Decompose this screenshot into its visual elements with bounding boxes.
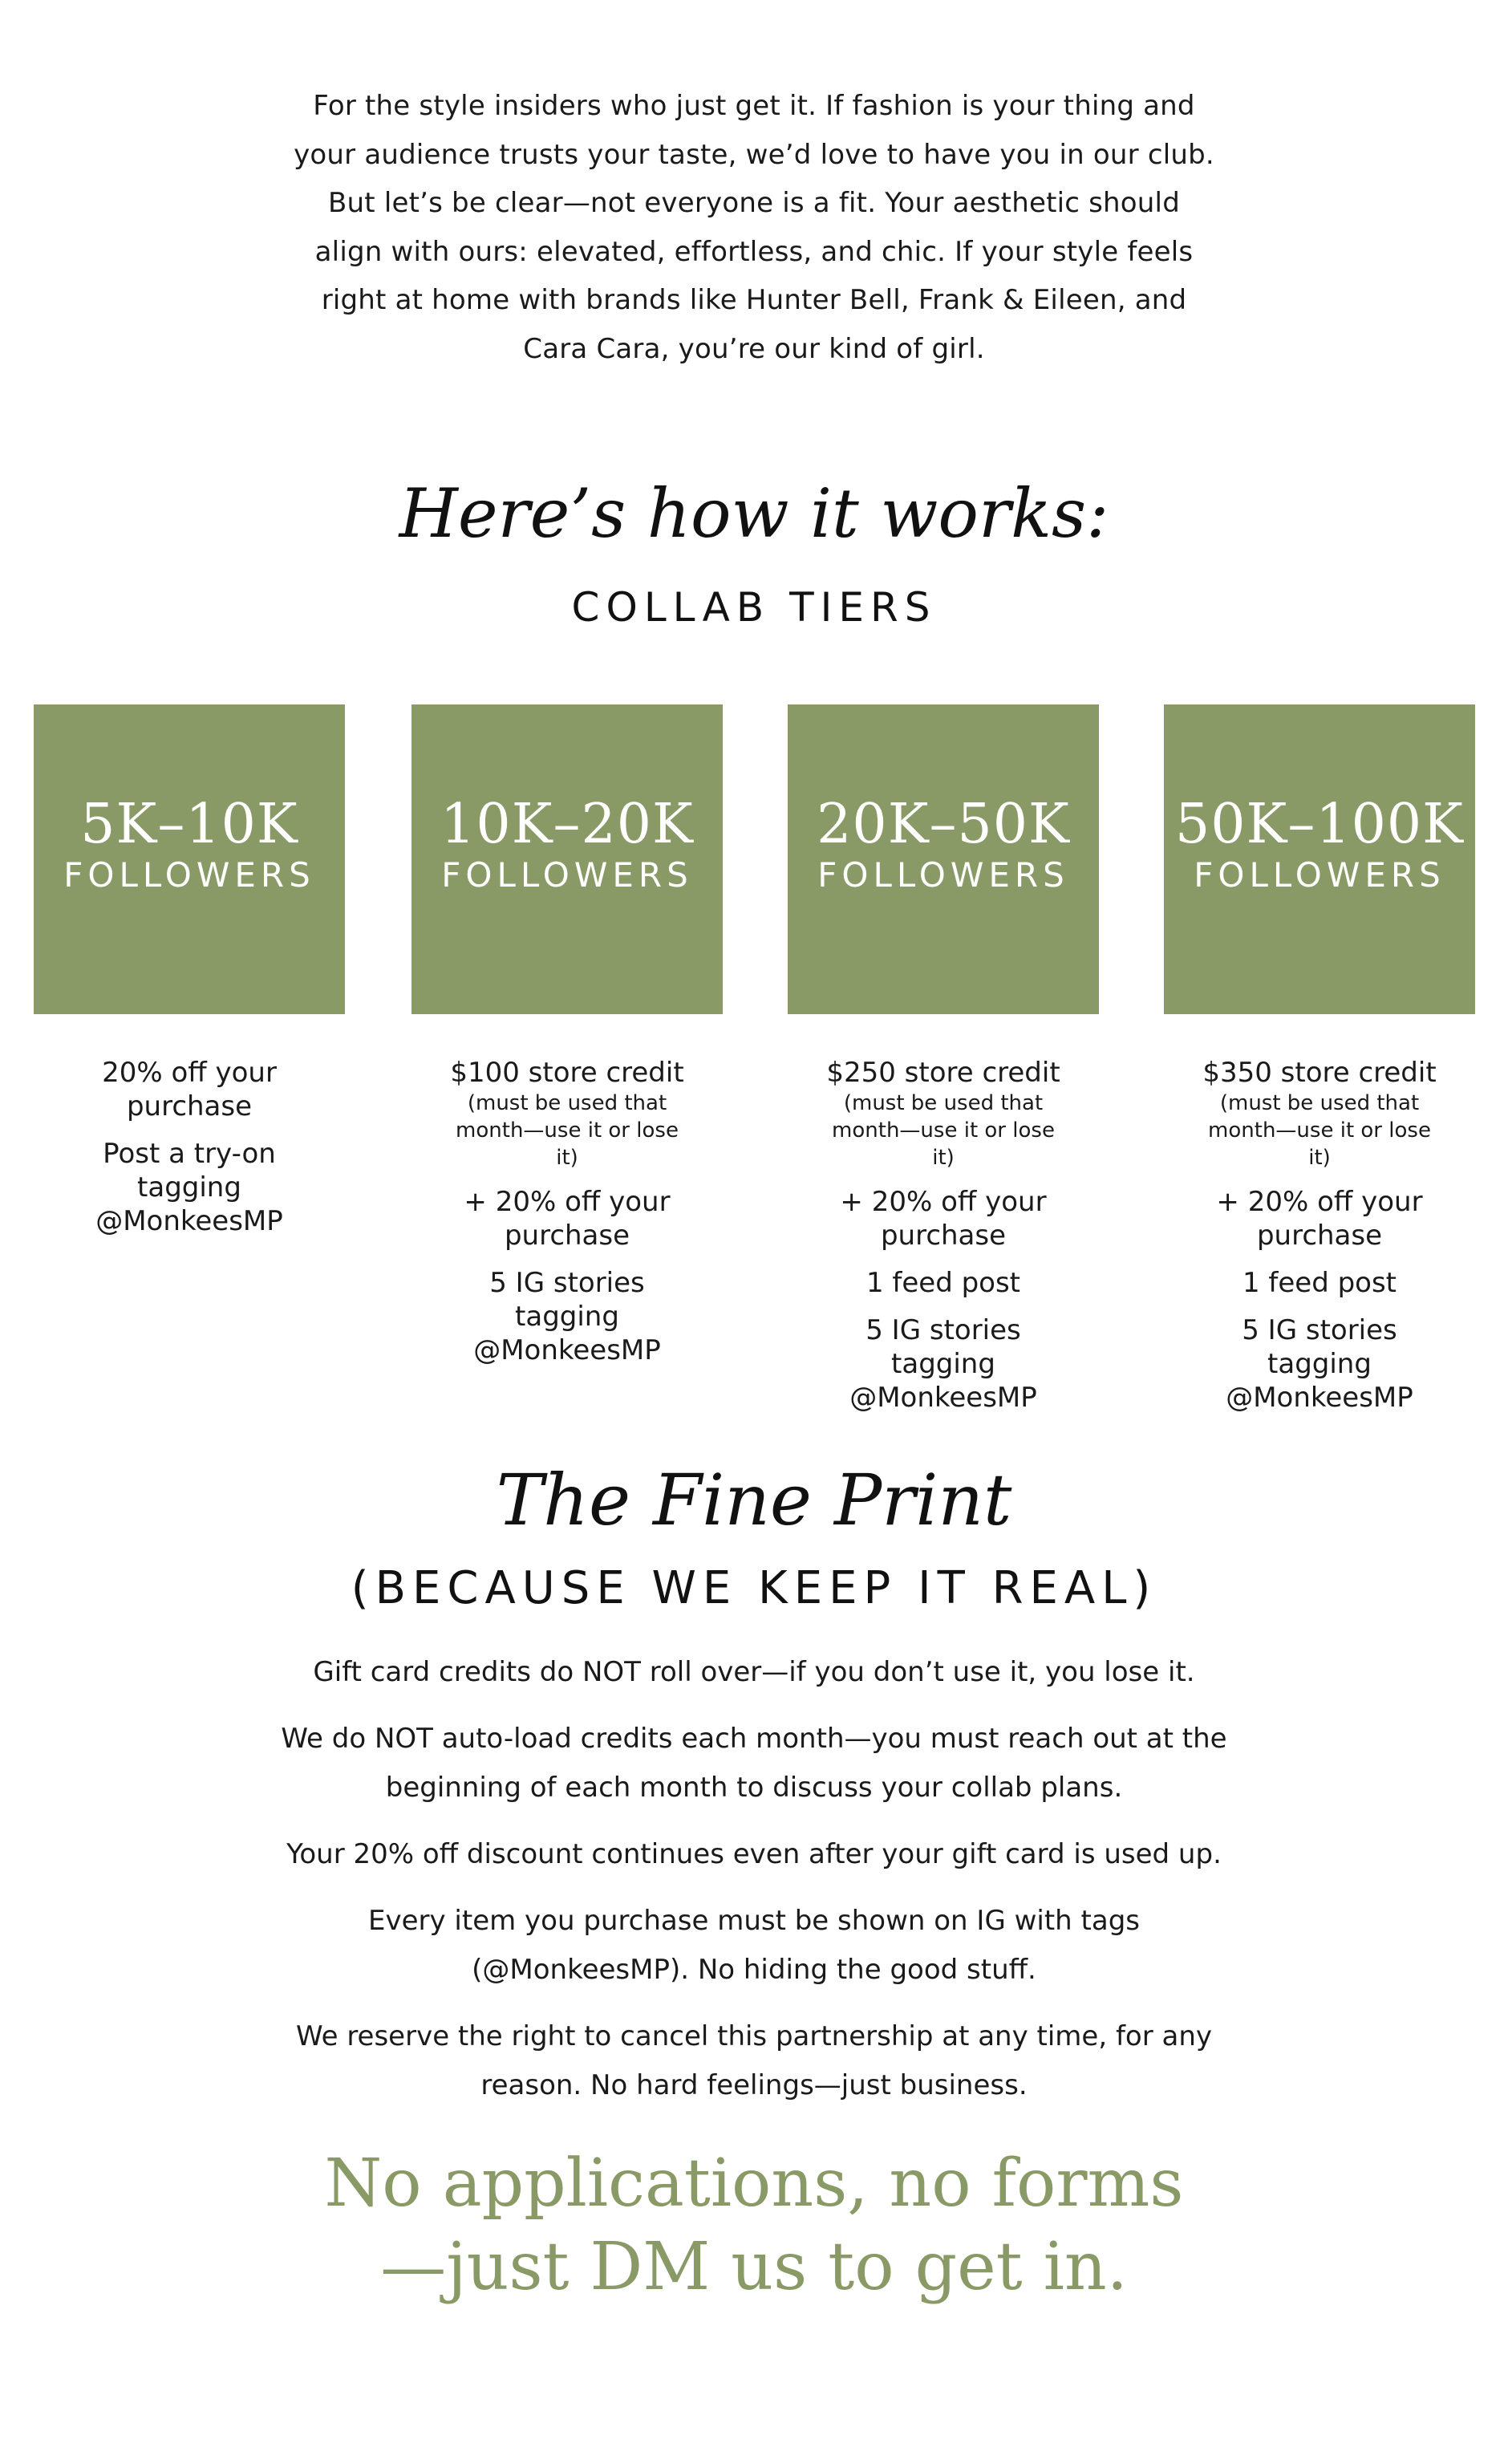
fine-print-item: Every item you purchase must be shown on IG with tags (@MonkeesMP). No hiding the good stuff.: [367, 1905, 1140, 1986]
fine-print-title: The Fine Print: [496, 1459, 1012, 1541]
closing-line: —just DM us to get in.: [380, 2229, 1128, 2305]
tier-card-20k-50k: [788, 704, 1099, 1014]
tier-perks-5k-10k: [34, 1056, 345, 1252]
tier-unit: FOLLOWERS: [63, 855, 315, 895]
intro-line: your audience trusts your taste, we’d love to have you in our club.: [294, 138, 1214, 171]
perk-text: + 20% off your purchase: [464, 1186, 671, 1252]
tier-perks-50k-100k: [1164, 1056, 1475, 1428]
perk-text: 1 feed post: [865, 1267, 1021, 1299]
perk-text: $350 store credit: [1202, 1057, 1437, 1089]
perk-text: $250 store credit: [826, 1057, 1060, 1089]
tier-card-10k-20k: [411, 704, 723, 1014]
fine-print-list: [257, 1648, 1251, 2128]
perk-item: [411, 1056, 723, 1171]
tier-card-5k-10k: [34, 704, 345, 1014]
intro-line: But let’s be clear—not everyone is a fit. Your aesthetic should: [328, 187, 1180, 219]
perk-text: Post a try-on tagging @MonkeesMP: [95, 1138, 283, 1237]
perk-note: (must be used that month—use it or lose it): [1208, 1091, 1431, 1170]
how-it-works-title: Here’s how it works:: [399, 474, 1109, 553]
fine-print-subtitle: (BECAUSE WE KEEP IT REAL): [351, 1562, 1157, 1614]
perk-text: + 20% off your purchase: [840, 1186, 1047, 1252]
intro-line: right at home with brands like Hunter Bell, Frank & Eileen, and: [321, 284, 1187, 316]
perk-item: [788, 1056, 1099, 1171]
collab-tiers-heading: COLLAB TIERS: [571, 584, 937, 631]
perk-text: 5 IG stories tagging @MonkeesMP: [1226, 1314, 1413, 1414]
tier-range: 10K–20K: [440, 793, 694, 856]
intro-line: align with ours: elevated, effortless, and chic. If your style feels: [314, 235, 1194, 268]
closing-line: No applications, no forms: [324, 2145, 1184, 2222]
tier-unit: FOLLOWERS: [1194, 855, 1445, 895]
perk-item: [788, 1313, 1099, 1415]
perk-text: + 20% off your purchase: [1216, 1186, 1423, 1252]
perk-item: [411, 1266, 723, 1367]
perk-item: [411, 1185, 723, 1252]
tier-unit: FOLLOWERS: [441, 855, 693, 895]
tier-perks-20k-50k: [788, 1056, 1099, 1428]
perk-item: [788, 1266, 1099, 1300]
tier-card-50k-100k: [1164, 704, 1475, 1014]
perk-item: [788, 1185, 1099, 1252]
perk-note: (must be used that month—use it or lose it): [456, 1091, 679, 1170]
perk-text: 5 IG stories tagging @MonkeesMP: [849, 1314, 1037, 1414]
perk-item: [34, 1056, 345, 1123]
tier-perks-10k-20k: [411, 1056, 723, 1381]
tier-range: 5K–10K: [80, 793, 298, 856]
closing-callout: [233, 2142, 1275, 2309]
perk-text: $100 store credit: [450, 1057, 684, 1089]
tier-range: 20K–50K: [817, 793, 1070, 856]
perk-text: 20% off your purchase: [102, 1057, 277, 1122]
perk-text: 5 IG stories tagging @MonkeesMP: [473, 1267, 661, 1366]
intro-line: For the style insiders who just get it. If fashion is your thing and: [313, 90, 1195, 122]
perk-item: [1164, 1056, 1475, 1171]
fine-print-item: We do NOT auto-load credits each month—you must reach out at the beginning of each month to discuss your collab plans.: [281, 1723, 1227, 1804]
perk-text: 1 feed post: [1242, 1267, 1397, 1299]
perk-note: (must be used that month—use it or lose it): [832, 1091, 1055, 1170]
intro-paragraph: [273, 82, 1235, 373]
fine-print-item: Gift card credits do NOT roll over—if you don’t use it, you lose it.: [313, 1656, 1195, 1688]
tier-range: 50K–100K: [1175, 793, 1464, 856]
perk-item: [1164, 1313, 1475, 1415]
tier-unit: FOLLOWERS: [817, 855, 1069, 895]
fine-print-item: Your 20% off discount continues even after your gift card is used up.: [286, 1838, 1222, 1870]
perk-item: [1164, 1266, 1475, 1300]
fine-print-item: We reserve the right to cancel this partnership at any time, for any reason. No hard feelings—just business.: [295, 2020, 1213, 2101]
intro-line: Cara Cara, you’re our kind of girl.: [523, 332, 985, 365]
perk-item: [1164, 1185, 1475, 1252]
perk-item: [34, 1137, 345, 1238]
